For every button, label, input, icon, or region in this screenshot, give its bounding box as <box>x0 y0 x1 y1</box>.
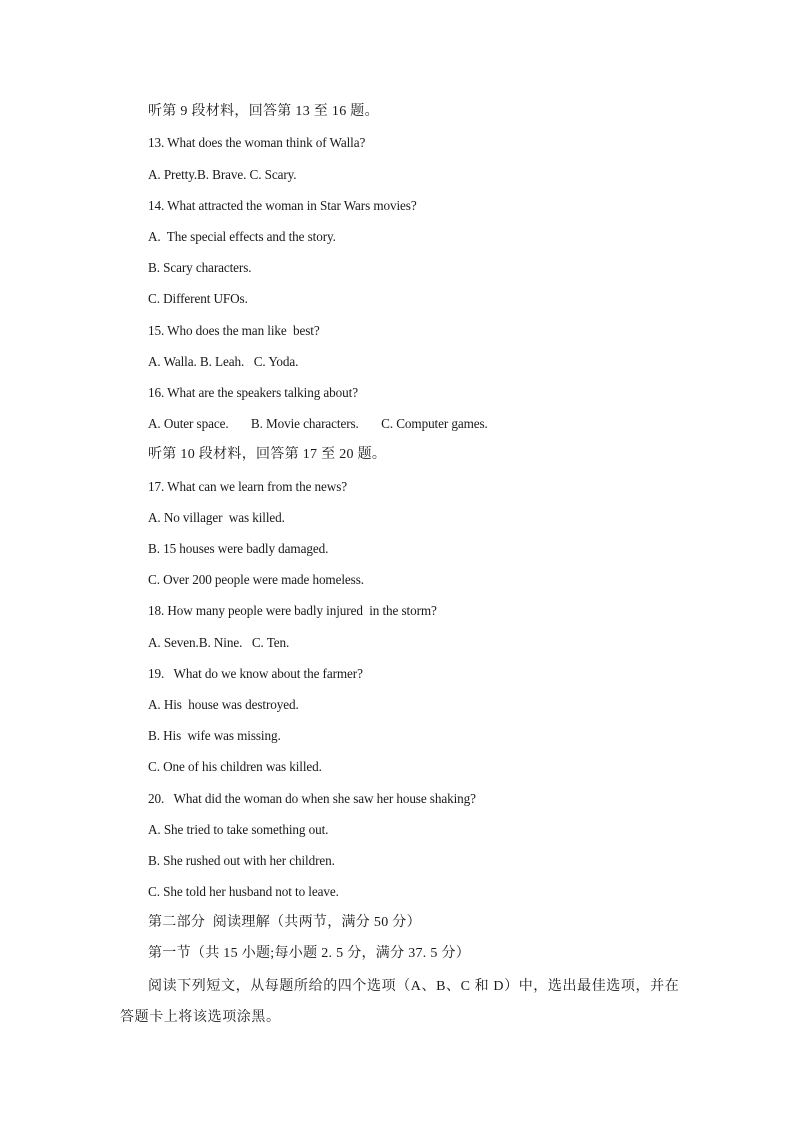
question-16-options: A. Outer space. B. Movie characters. C. Computer games. <box>148 416 488 431</box>
reading-instruction: 阅读下列短文，从每题所给的四个选项（A、B、C 和 D）中，选出最佳选项，并在答题卡上将该选项涂黑。 <box>120 979 680 1025</box>
question-13-options: A. Pretty.B. Brave. C. Scary. <box>148 167 297 182</box>
question-16: 16. What are the speakers talking about? <box>148 385 358 400</box>
question-20-option-b: B. She rushed out with her children. <box>148 853 335 868</box>
question-19-option-c: C. One of his children was killed. <box>148 759 322 774</box>
question-20-option-c: C. She told her husband not to leave. <box>148 884 339 899</box>
question-13: 13. What does the woman think of Walla? <box>148 135 366 150</box>
question-17-option-b: B. 15 houses were badly damaged. <box>148 541 329 556</box>
question-14-option-b: B. Scary characters. <box>148 260 252 275</box>
question-20: 20. What did the woman do when she saw her house shaking? <box>148 791 476 806</box>
question-19-option-a: A. His house was destroyed. <box>148 697 299 712</box>
question-19: 19. What do we know about the farmer? <box>148 666 363 681</box>
question-14-option-c: C. Different UFOs. <box>148 291 248 306</box>
section-one-heading: 第一节（共 15 小题;每小题 2. 5 分，满分 37. 5 分） <box>148 946 471 961</box>
question-18: 18. How many people were badly injured in the storm? <box>148 603 437 618</box>
question-15: 15. Who does the man like best? <box>148 323 320 338</box>
part-two-heading: 第二部分 阅读理解（共两节，满分 50 分） <box>148 915 421 930</box>
question-15-options: A. Walla. B. Leah. C. Yoda. <box>148 354 299 369</box>
question-18-options: A. Seven.B. Nine. C. Ten. <box>148 635 290 650</box>
question-19-option-b: B. His wife was missing. <box>148 728 281 743</box>
question-14: 14. What attracted the woman in Star Wars movies? <box>148 198 417 213</box>
section-heading-material-10: 听第 10 段材料，回答第 17 至 20 题。 <box>148 447 387 462</box>
question-17: 17. What can we learn from the news? <box>148 479 348 494</box>
question-17-option-a: A. No villager was killed. <box>148 510 285 525</box>
question-14-option-a: A. The special effects and the story. <box>148 229 336 244</box>
question-17-option-c: C. Over 200 people were made homeless. <box>148 572 364 587</box>
question-20-option-a: A. She tried to take something out. <box>148 822 329 837</box>
section-heading-material-9: 听第 9 段材料，回答第 13 至 16 题。 <box>148 104 379 119</box>
